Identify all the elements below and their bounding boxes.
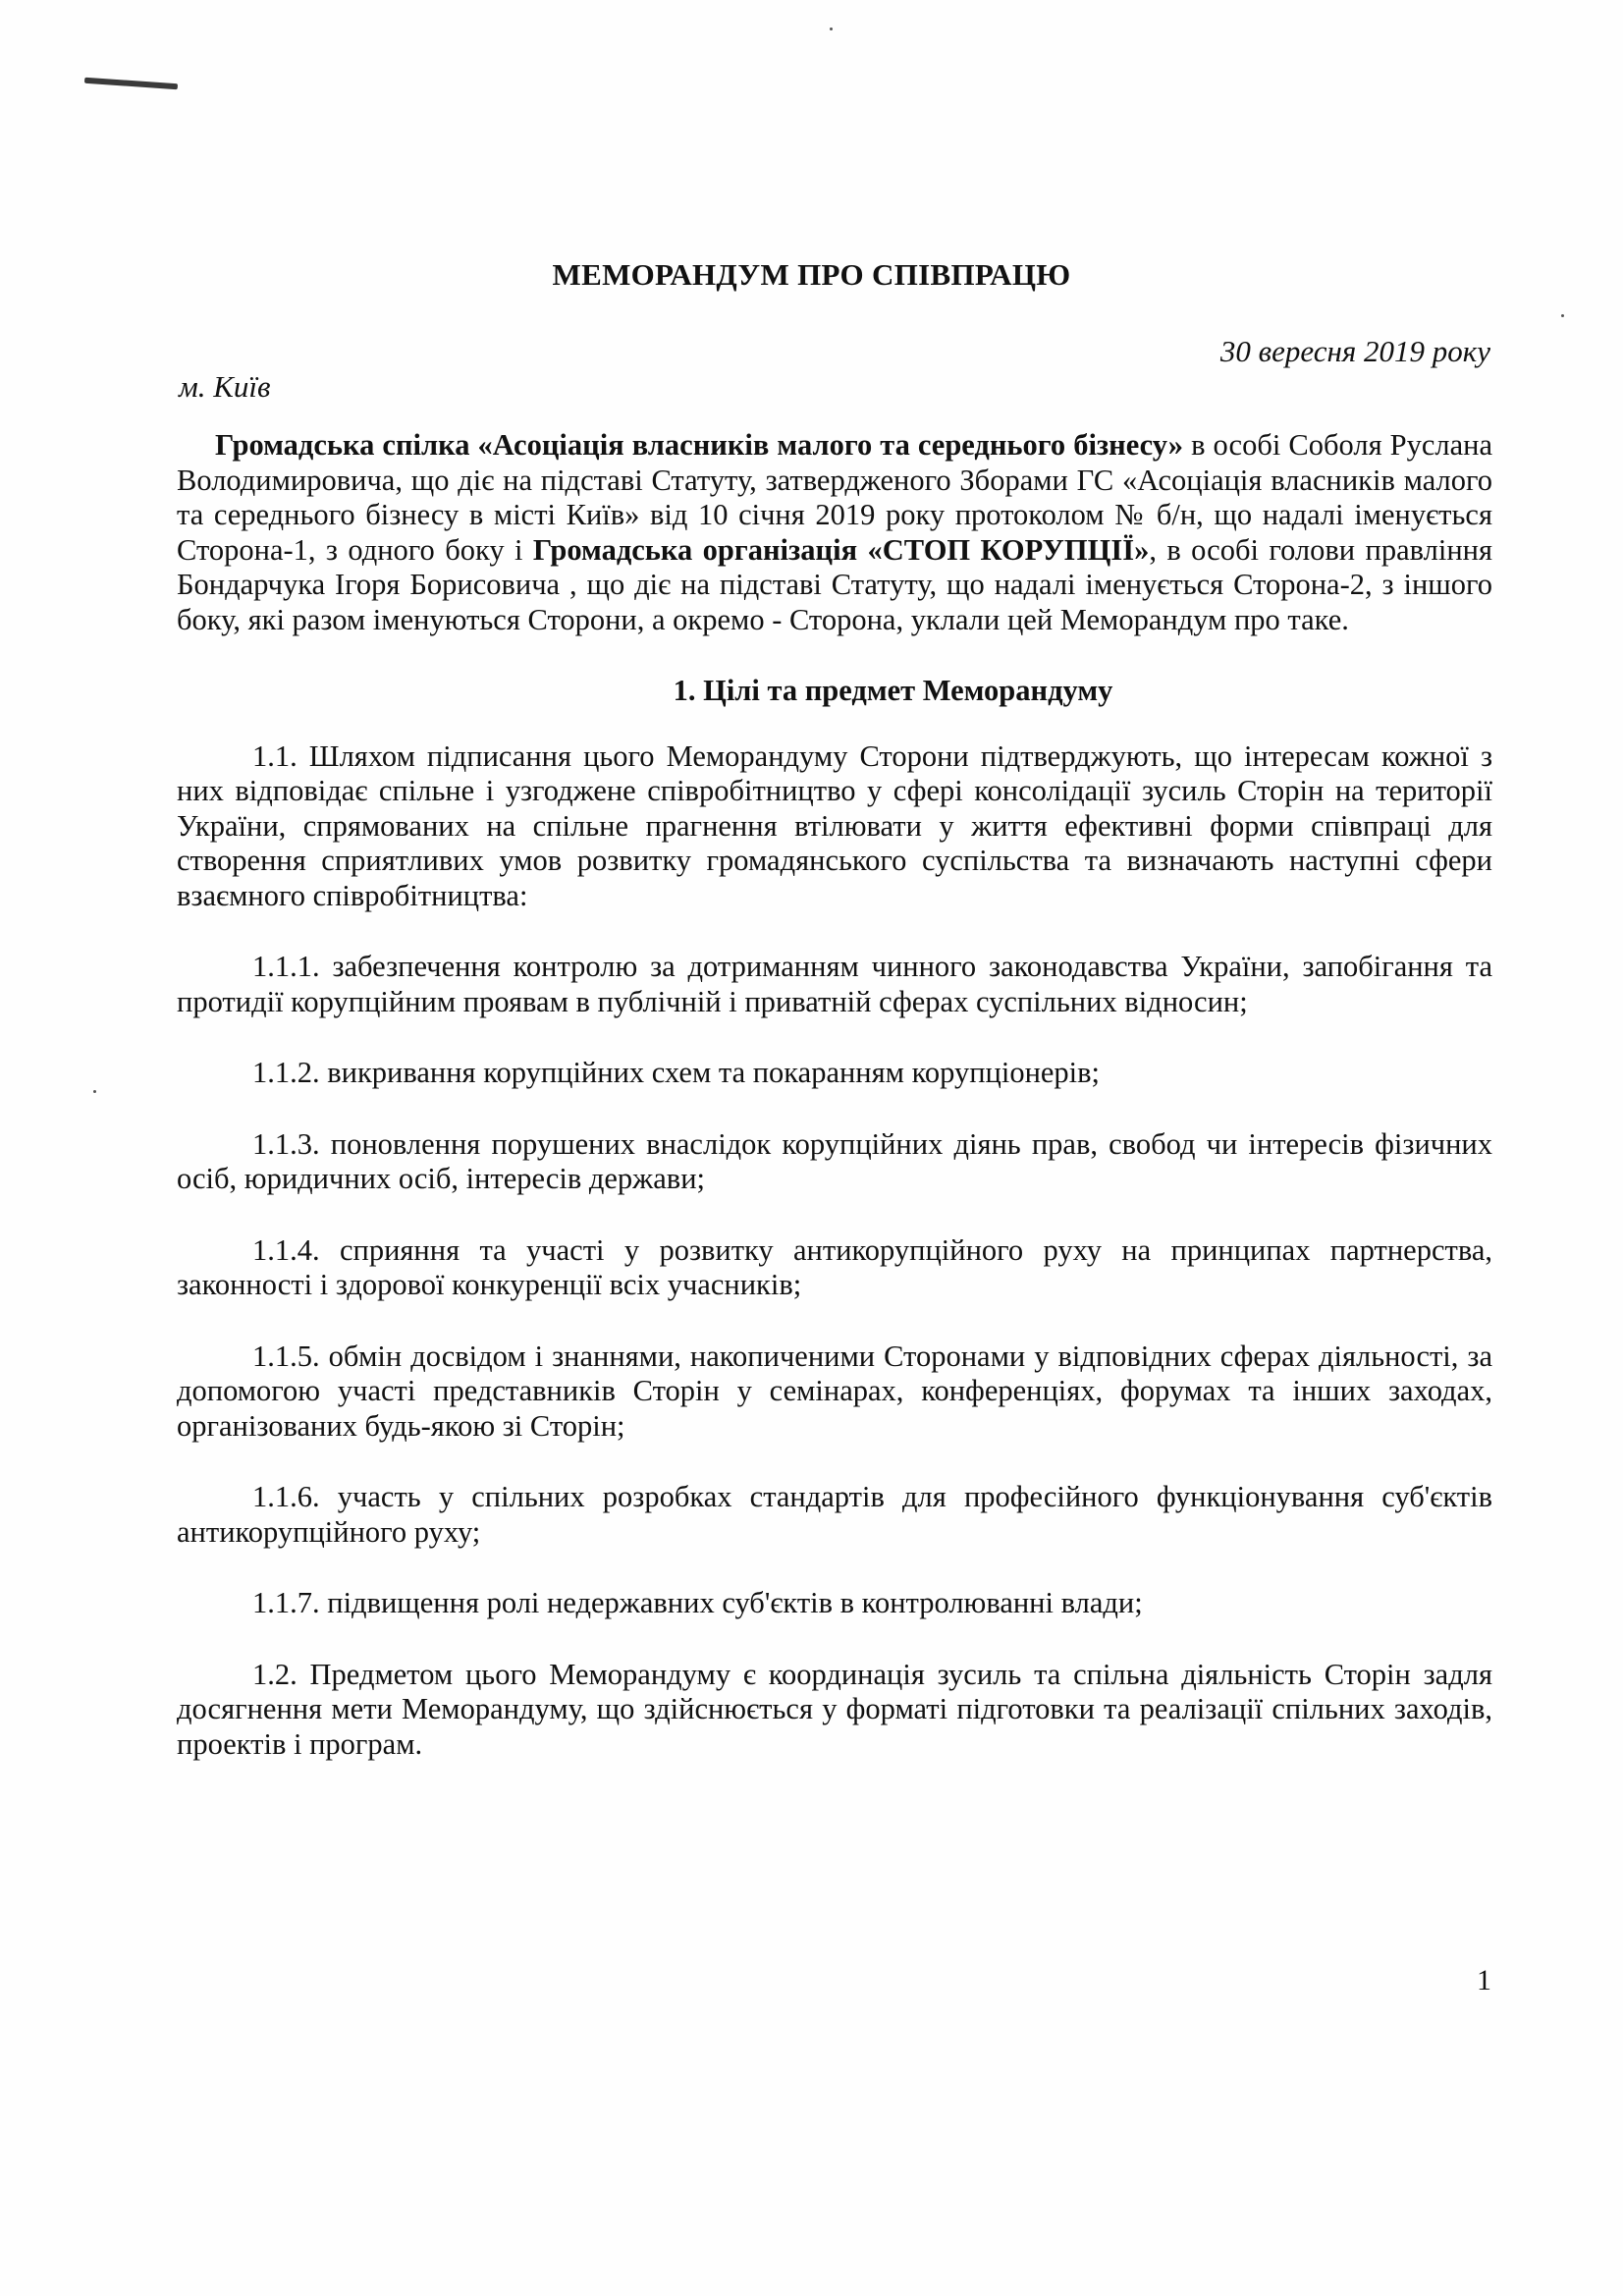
spacer: [177, 1303, 1492, 1339]
clause-1-1-3: 1.1.3. поновлення порушених внаслідок корупційних діянь прав, свобод чи інтересів фізичних осіб, юридичних осіб, інтересів держави;: [177, 1126, 1492, 1195]
scan-speck: [1561, 314, 1564, 317]
spacer: [177, 1019, 1492, 1056]
document-city: м. Київ: [179, 369, 271, 404]
clause-1-1-7: 1.1.7. підвищення ролі недержавних суб'єктів в контролюванні влади;: [252, 1586, 1143, 1619]
document-date: 30 вересня 2019 року: [1219, 334, 1490, 368]
clause-1-1-1: 1.1.1. забезпечення контролю за дотриманням чинного законодавства України, запобігання та протидії корупційним проявам в публічній і приватній сферах суспільних відносин;: [177, 950, 1492, 1018]
spacer: [177, 1550, 1492, 1586]
clause-1-1-2: 1.1.2. викривання корупційних схем та покаранням корупціонерів;: [252, 1056, 1101, 1089]
spacer: [177, 637, 1492, 674]
clause-1-1-5: 1.1.5. обмін досвідом і знаннями, накопиченими Сторонами у відповідних сферах діяльності, за допомогою участі представників Сторін у семінарах, конференціях, форумах та інших заходах, організованих будь-якою зі Сторін;: [177, 1339, 1492, 1443]
spacer: [177, 1621, 1492, 1658]
spacer: [177, 1444, 1492, 1480]
page-number: 1: [1477, 1964, 1491, 1996]
preamble-paragraph: [177, 428, 1492, 637]
preamble-text-2: , в особі голови правління Бондарчука Ігоря Борисовича , що діє на підставі Статуту, що надалі іменується Сторона-2, з іншого боку, які разом іменуються Сторони, а окремо - Сторона, уклали цей Меморандум про таке.: [177, 532, 1492, 636]
clause-1-1: 1.1. Шляхом підписання цього Меморандуму Сторони підтверджують, що інтересам кожної з них відповідає спільне і узгоджене співробітництво у сфері консолідації зусиль Сторін на території України, спрямованих на спільне прагнення втілювати у життя ефективні форми співпраці для створення сприятливих умов розвитку громадянського суспільства та визначають наступні сфери взаємного співробітництва:: [177, 738, 1492, 912]
clause-1-1-6: 1.1.6. участь у спільних розробках стандартів для професійного функціонування суб'єктів антикорупційного руху;: [177, 1480, 1492, 1549]
document-body: [177, 428, 1492, 1762]
spacer: [177, 913, 1492, 950]
clause-1-1-4: 1.1.4. сприяння та участі у розвитку антикорупційного руху на принципах партнерства, законності і здорової конкуренції всіх учасників;: [177, 1232, 1492, 1301]
spacer: [177, 709, 1492, 739]
preamble-text-1: в особі Соболя Руслана Володимировича, що діє на підставі Статуту, затвердженого Зборами ГС «Асоціація власників малого та середнього бізнесу в місті Київ» від 10 січня 2019 року протоколом № б/н, що надалі іменується Сторона-1, з одного боку і: [177, 428, 1493, 567]
scan-speck: [830, 27, 833, 30]
scan-speck: [93, 1090, 96, 1093]
spacer: [177, 1091, 1492, 1127]
party1-name: Громадська спілка «Асоціація власників малого та середнього бізнесу»: [215, 428, 1184, 462]
scan-mark: [84, 78, 178, 90]
party2-name: Громадська організація «СТОП КОРУПЦІЇ»: [532, 532, 1150, 567]
clause-1-2: 1.2. Предметом цього Меморандуму є координація зусиль та спільна діяльність Сторін задля досягнення мети Меморандуму, що здійснюється у форматі підготовки та реалізації спільних заходів, проектів і програм.: [177, 1657, 1492, 1761]
section-1-title: 1. Цілі та предмет Меморандуму: [673, 674, 1113, 707]
document-title: МЕМОРАНДУМ ПРО СПІВПРАЦЮ: [552, 257, 1071, 292]
spacer: [177, 1197, 1492, 1233]
